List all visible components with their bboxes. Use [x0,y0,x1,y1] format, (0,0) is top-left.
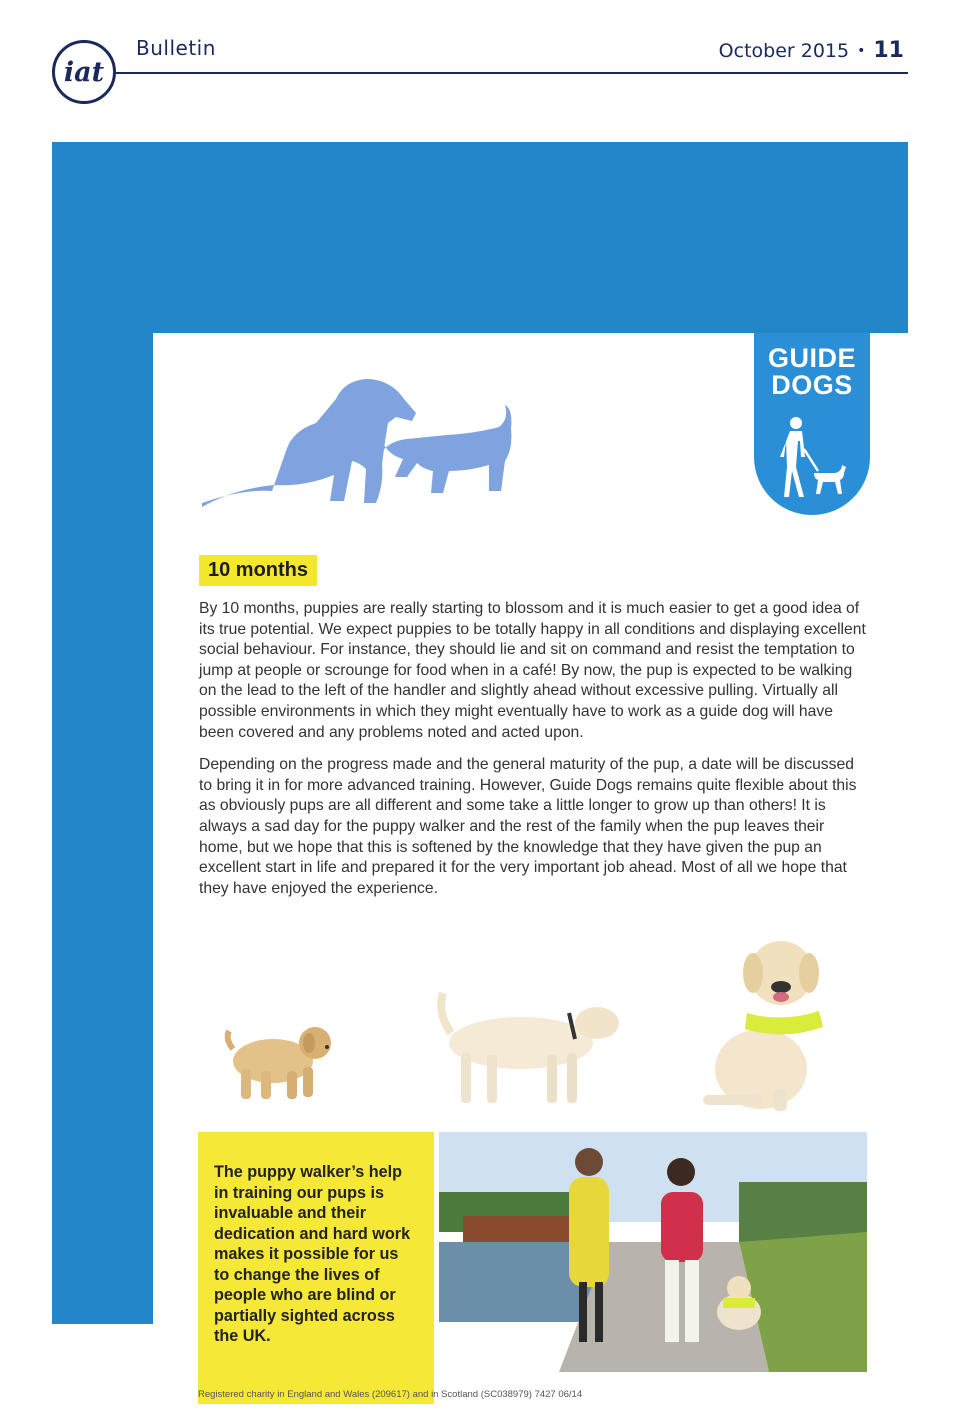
advert-page [153,333,911,1417]
guide-dogs-logo [754,333,870,515]
article-body [199,599,871,911]
dogs-silhouette-illustration [197,373,537,533]
iat-logo: iat [52,40,116,104]
page-header [0,0,960,110]
puppy-photo [215,1009,345,1109]
article-paragraph: By 10 months, puppies are really starting to blossom and it is much easier to get a good idea of its true potential. We expect puppies to be totally happy in all conditions and displaying excellent social behaviour. For instance, they should lie and sit on command and resist the temptation to jump at people or scrounge for food when in a café! By now, the pup is expected to be walking on the lead to the left of the handler and slightly ahead without excessive pulling. Virtually all possible environments in which they might eventually have to work as a guide dog will have been covered and any problems noted and acted upon. [199,600,866,741]
young-dog-photo [421,983,631,1113]
guide-dog-harness-photo [681,939,831,1119]
separator-dot: • [857,42,866,59]
quote-box: The puppy walker’s help in training our pups is invaluable and their dedication and hard work makes it possible for us to change the lives of people who are blind or partially sighted across the UK. [198,1132,434,1404]
article-paragraph: Depending on the progress made and the general maturity of the pup, a date will be discussed to bring it in for more advanced training. However, Guide Dogs remains quite flexible about this as obviously pups are all different and some take a little longer to grow up than others! It is always a sad day for the puppy walker and the rest of the family when the pup leaves their home, but we hope that this is softened by the knowledge that they have given the pup an excellent start in life and prepared it for the very important job ahead. Most of all we hope that they have enjoyed the experience. [199,756,857,897]
advert-frame [52,142,908,1400]
charity-registration-note: Registered charity in England and Wales (209617) and in Scotland (SC038979) 7427 06/14 [198,1389,583,1400]
person-with-guide-dog-icon [774,415,850,501]
header-rule [116,72,908,74]
puppy-walkers-photo [439,1132,867,1372]
page-number: 11 [873,38,904,63]
publication-name: Bulletin [136,36,216,60]
guide-dogs-wordmark: GUIDE DOGS [767,343,856,400]
issue-date: October 2015 [718,39,850,62]
section-heading: 10 months [199,555,317,586]
issue-info [719,38,904,63]
